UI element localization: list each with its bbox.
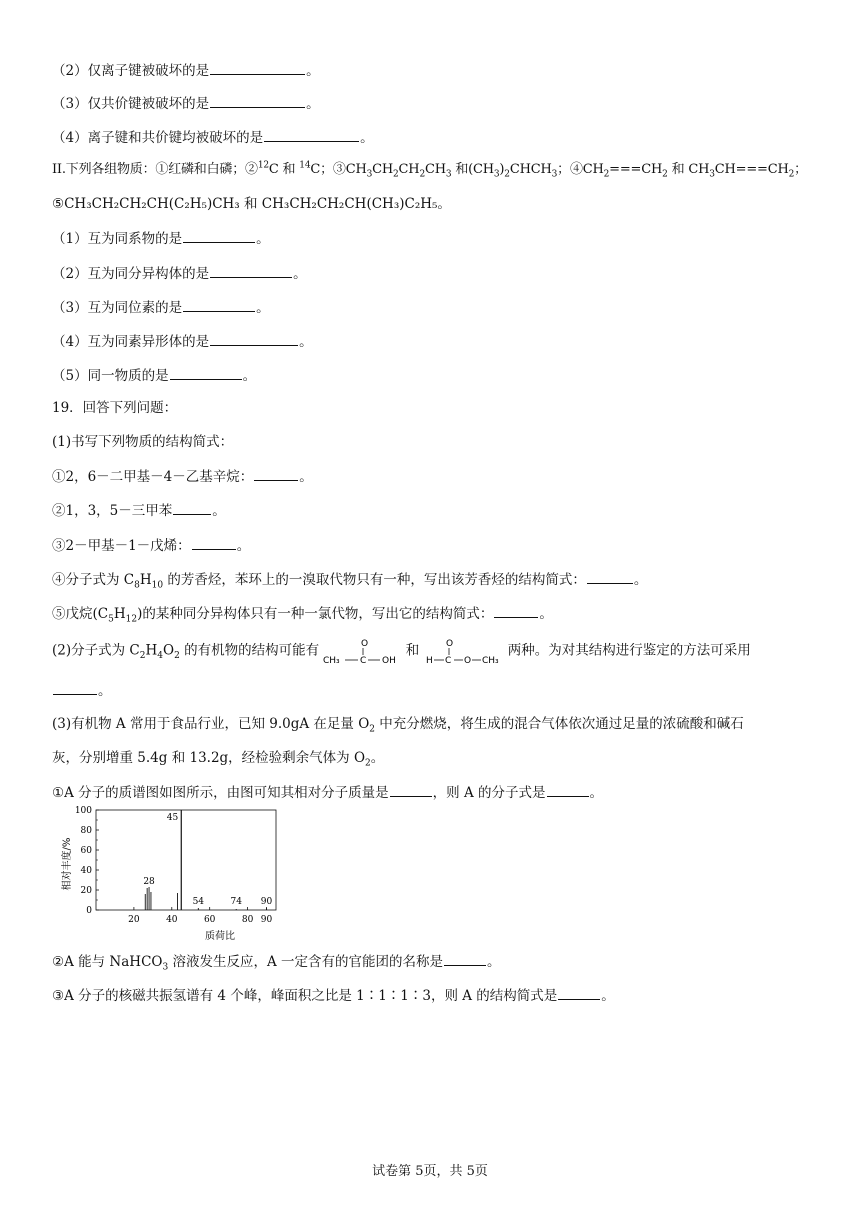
x-axis-label: 质荷比 [205,931,235,942]
plot-frame [96,810,276,910]
answer-blank[interactable] [254,466,298,481]
methyl-label: CH₃ [481,656,499,666]
answer-blank[interactable] [390,782,432,797]
question-line: （4）互为同素异形体的是 。 [52,331,313,352]
mass-spectrum-chart [52,804,292,944]
question-line: ④分子式为 $C_8H_{10}$ 的芳香烃，苯环上的一溴取代物只有一种，写出该芳香烃的结构简式： 。 [52,569,647,590]
answer-blank[interactable] [53,680,97,695]
question-line: (3)有机物 A 常用于食品行业，已知 9.0gA 在足量 $O_2$ 中充分燃烧，将生成的混合气体依次通过足量的浓硫酸和碱石 [52,716,744,735]
answer-blank[interactable] [183,228,255,243]
x-tick-label: 20 [128,915,140,925]
question-line: ①A 分子的质谱图如图所示，由图可知其相对分子质量是 ，则 A 的分子式是 。 [52,782,603,803]
ester-oxygen-label: O [463,656,471,666]
part-1-heading: (1)书写下列物质的结构简式： [52,434,234,450]
methyl-label: CH₃ [323,656,341,666]
acetic-acid-structure [323,636,401,666]
answer-blank[interactable] [558,985,600,1000]
x-tick-label: 80 [241,915,254,925]
question-line: （2）互为同分异构体的是 。 [52,263,307,284]
x-tick-label: 60 [203,915,216,925]
page-footer: 试卷第 5页，共 5页 [372,1164,488,1179]
x-tick-label: 90 [260,915,273,925]
carbon-label: C [360,656,367,666]
oxygen-label: O [445,639,453,649]
question-line: ②A 能与 NaHCO$_3$ 溶液发生反应，A 一定含有的官能团的名称是 。 [52,951,501,972]
peak-label: 54 [192,897,205,907]
peak-label: 28 [143,877,155,887]
question-line: ①2，6－二甲基－4－乙基辛烷： 。 [52,466,313,487]
y-tick-label: 60 [80,846,92,856]
peak-label: 90 [260,897,273,907]
question-line: （3）仅共价键被破坏的是 。 [52,93,320,114]
methyl-formate-structure [424,636,504,666]
answer-blank[interactable] [587,569,633,584]
question-line: （3）互为同位素的是 。 [52,297,270,318]
question-line: （4）离子键和共价键均被破坏的是 。 [52,127,374,148]
answer-blank[interactable] [264,127,359,142]
answer-blank[interactable] [210,93,305,108]
question-line: 灰，分别增重 5.4g 和 13.2g，经检验剩余气体为 $O_2$。 [52,750,385,769]
question-line: ③2－甲基－1－戊烯： 。 [52,535,250,556]
y-axis-label: 相对丰度/% [62,837,73,891]
y-tick-label: 100 [74,806,92,816]
question-line: （5）同一物质的是 。 [52,365,256,386]
section2-intro: II.下列各组物质：①红磷和白磷；②$^{12}$C 和 $^{14}$C；$③CH_3CH_2CH_2CH_3$ 和$(CH_3)_2CHCH_3$；$④CH_2===CH_2$ 和 $CH_3CH===CH_2$； [52,160,807,180]
question-line: （2）仅离子键被破坏的是 。 [52,60,320,81]
peak-label: 45 [166,813,179,823]
answer-blank[interactable] [444,951,486,966]
answer-blank[interactable] [183,297,255,312]
answer-blank[interactable] [547,782,589,797]
answer-blank[interactable] [494,603,538,618]
answer-blank[interactable] [170,365,242,380]
section2-line2: ⑤CH₃CH₂CH₂CH(C₂H₅)CH₃ 和 CH₃CH₂CH₂CH(CH₃)C₂H₅。 [52,196,451,212]
answer-blank[interactable] [173,500,211,515]
x-tick-label: 40 [166,915,178,925]
hydroxyl-label: OH [382,656,397,666]
oxygen-label: O [361,639,369,649]
y-tick-label: 40 [80,866,92,876]
carbon-label: C [444,656,451,666]
hydrogen-label: H [425,656,433,666]
question-line: ②1，3，5－三甲苯 。 [52,500,226,521]
question-19-title: 19．回答下列问题： [52,400,178,416]
peak-label: 74 [230,897,242,907]
question-line: ⑤戊烷$(C_5H_{12})$的某种同分异构体只有一种一氯代物，写出它的结构简式： 。 [52,603,553,624]
answer-blank[interactable] [210,331,298,346]
question-line: （1）互为同系物的是 。 [52,228,270,249]
answer-blank[interactable] [210,263,292,278]
question-line: ③A 分子的核磁共振氢谱有 4 个峰，峰面积之比是 1∶1∶1∶3，则 A 的结构简式是 。 [52,985,615,1006]
y-tick-label: 0 [86,906,92,916]
y-tick-label: 20 [80,886,92,896]
question-line: (2)分子式为 $C_2H_4O_2$ 的有机物的结构可能有 O CH₃ C OH 和 O H C O CH₃ 两种。为对其结构进行鉴定的方法可采用 [52,636,751,666]
y-tick-label: 80 [80,826,92,836]
question-line: 。 [52,680,112,701]
answer-blank[interactable] [192,535,236,550]
answer-blank[interactable] [210,60,305,75]
